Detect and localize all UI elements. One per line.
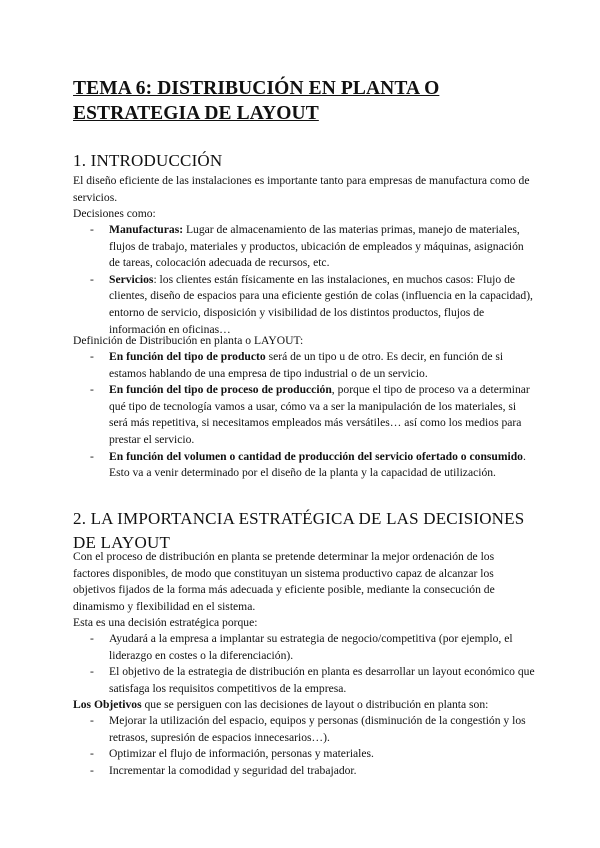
list-item-bold: En función del volumen o cantidad de producción del servicio ofertado o consumido <box>109 449 523 463</box>
list-item-manufacturas <box>73 222 535 272</box>
list-item-tipo-proceso <box>73 382 535 448</box>
definition-label: Definición de Distribución en planta o LAYOUT: <box>73 334 304 347</box>
bullet-dash: - <box>90 449 94 463</box>
bullet-dash: - <box>90 714 94 727</box>
bullet-dash: - <box>90 223 94 236</box>
list-item-objective-1 <box>73 713 535 746</box>
section-heading-importancia: 2. LA IMPORTANCIA ESTRATÉGICA DE LAS DECISIONES DE LAYOUT <box>73 509 525 552</box>
strategic-list <box>73 631 535 697</box>
definitions-list <box>73 349 535 482</box>
list-item-objective-2 <box>73 746 535 763</box>
bullet-dash: - <box>90 350 94 363</box>
list-item-bold: En función del tipo de producto <box>109 350 266 363</box>
list-item-text: será de un tipo u de otro. Es decir, en función de si estamos hablando de una empresa de tipo industrial o de un servicio. <box>109 350 504 380</box>
bullet-dash: - <box>90 383 94 397</box>
list-item-strategic-2 <box>73 664 535 697</box>
section-heading-introduccion: 1. INTRODUCCIÓN <box>73 151 223 170</box>
list-item-bold: Servicios <box>109 272 154 286</box>
bullet-dash: - <box>90 763 94 777</box>
list-item-text: Ayudará a la empresa a implantar su estrategia de negocio/competitiva (por ejemplo, el liderazgo en costes o la diferenciación). <box>109 632 513 662</box>
bullet-dash: - <box>90 632 94 645</box>
objectives-label <box>73 697 533 714</box>
section2-intro-paragraph: Con el proceso de distribución en planta se pretende determinar la mejor ordenación de los factores disponibles, de modo que constituyan un sistema productivo capaz de alcanzar los objetivos fijados de la forma más adecuada y eficiente posible, mediante la consecución de dinamismo y flexibilidad en el sistema. <box>73 550 495 613</box>
list-item-objective-3 <box>73 763 535 780</box>
decisions-list <box>73 222 535 338</box>
objectives-bold: Los Objetivos <box>73 698 142 711</box>
list-item-text: El objetivo de la estrategia de distribución en planta es desarrollar un layout económico que satisfaga los requisitos competitivos de la empresa. <box>109 665 535 695</box>
list-item-bold: En función del tipo de proceso de producción <box>109 383 332 397</box>
list-item-text: Lugar de almacenamiento de las materias primas, manejo de materiales, flujos de trabajo, materiales y productos, ubicación de empleados y máquinas, asignación de tareas, colocación adecuada de recursos, etc. <box>109 223 524 270</box>
list-item-text: , porque el tipo de proceso va a determinar qué tipo de tecnología vamos a usar, cómo va a ser la manipulación de los materiales, si será más repetitiva, si necesitamos empleados más versátiles… así como los medios para prestar el servicio. <box>109 383 530 446</box>
list-item-bold: Manufacturas: <box>109 223 184 236</box>
list-item-text: Optimizar el flujo de información, personas y materiales. <box>109 747 374 761</box>
list-item-text: Mejorar la utilización del espacio, equipos y personas (disminución de la congestión y los retrasos, supresión de espacios innecesarios…). <box>109 714 526 744</box>
bullet-dash: - <box>90 747 94 761</box>
list-item-text: : los clientes están físicamente en las instalaciones, en muchos casos: Flujo de clientes, diseño de espacios para una eficiente gestión de colas (influencia en la capacidad), entorno de servicio, disposición y visibilidad de los distintos productos, flujos de información en oficinas… <box>109 272 533 336</box>
list-item-volumen <box>73 449 535 482</box>
strategic-label: Esta es una decisión estratégica porque: <box>73 616 258 629</box>
decisions-label: Decisiones como: <box>73 207 156 220</box>
bullet-dash: - <box>90 665 94 679</box>
list-item-text: Incrementar la comodidad y seguridad del trabajador. <box>109 763 357 777</box>
objectives-label-text: que se persiguen con las decisiones de layout o distribución en planta son: <box>141 698 489 711</box>
bullet-dash: - <box>90 272 94 286</box>
list-item-text: . Esto va a venir determinado por el diseño de la planta y la capacidad de utilización. <box>109 449 526 480</box>
list-item-tipo-producto <box>73 349 535 382</box>
document-title: TEMA 6: DISTRIBUCIÓN EN PLANTA O ESTRATEGIA DE LAYOUT <box>73 78 440 124</box>
list-item-strategic-1 <box>73 631 535 664</box>
list-item-servicios <box>73 272 535 338</box>
objectives-list <box>73 713 535 779</box>
intro-paragraph: El diseño eficiente de las instalaciones es importante tanto para empresas de manufactura como de servicios. <box>73 174 530 204</box>
